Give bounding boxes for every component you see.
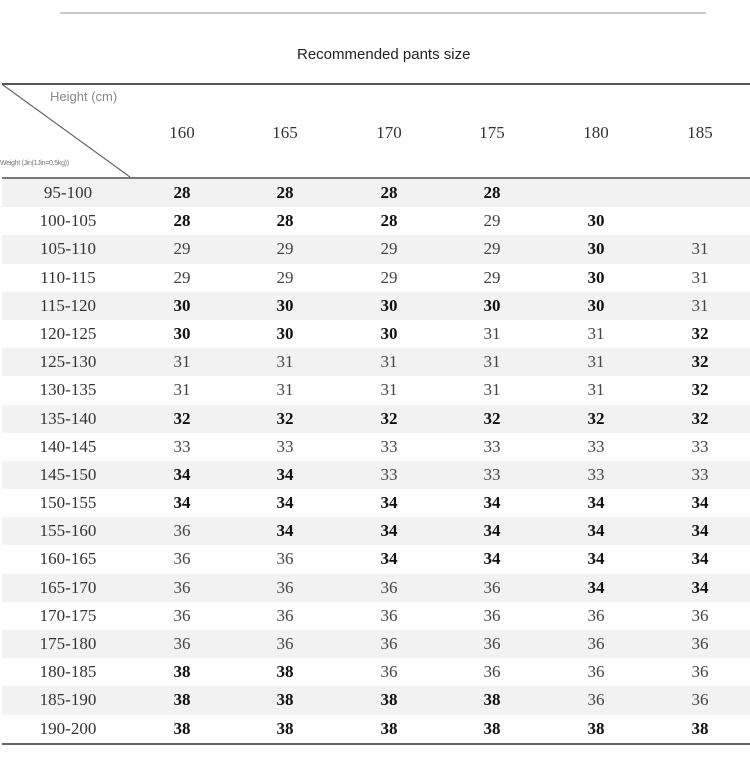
size-cell: 33 xyxy=(587,436,605,456)
size-cell: 38 xyxy=(380,690,398,710)
size-cell: 31 xyxy=(276,352,294,372)
weight-range: 120-125 xyxy=(39,323,97,343)
size-cell: 30 xyxy=(587,295,605,315)
size-cell: 34 xyxy=(483,549,501,569)
size-cell: 36 xyxy=(587,662,605,682)
size-cell: 33 xyxy=(483,436,501,456)
size-cell: 29 xyxy=(276,267,294,287)
size-cell: 36 xyxy=(483,577,501,597)
table-row xyxy=(2,433,750,461)
weight-range: 145-150 xyxy=(39,464,97,484)
weight-range: 180-185 xyxy=(39,662,97,682)
size-cell: 36 xyxy=(276,605,294,625)
weight-range: 100-105 xyxy=(39,211,97,231)
size-cell: 36 xyxy=(173,634,191,653)
size-cell: 36 xyxy=(173,577,191,597)
size-cell: 28 xyxy=(276,211,294,231)
size-cell: 32 xyxy=(276,408,294,428)
table-row xyxy=(2,686,750,714)
table-row xyxy=(2,348,750,376)
table-header xyxy=(0,85,750,178)
size-cell: 32 xyxy=(483,408,501,428)
weight-range: 140-145 xyxy=(39,436,97,456)
size-cell: 30 xyxy=(483,295,501,315)
size-cell: 30 xyxy=(173,295,191,315)
height-column-header: 180 xyxy=(583,123,609,142)
size-cell: 36 xyxy=(276,577,294,597)
table-row xyxy=(2,630,750,658)
size-cell: 34 xyxy=(587,577,605,597)
size-cell: 38 xyxy=(483,690,501,710)
size-cell: 30 xyxy=(380,295,398,315)
size-cell: 32 xyxy=(691,380,709,400)
size-cell: 34 xyxy=(587,493,605,513)
size-cell: 34 xyxy=(483,521,501,541)
size-cell: 31 xyxy=(483,380,501,400)
size-cell: 34 xyxy=(691,549,709,569)
size-cell: 34 xyxy=(173,493,191,513)
size-cell: 36 xyxy=(587,634,605,653)
size-cell: 36 xyxy=(587,690,605,710)
size-cell: 30 xyxy=(276,323,294,343)
weight-range: 175-180 xyxy=(39,634,97,653)
size-cell: 34 xyxy=(587,549,605,569)
table-row xyxy=(2,207,750,235)
size-cell: 28 xyxy=(173,211,191,231)
size-cell: 30 xyxy=(173,323,191,343)
size-cell: 31 xyxy=(483,352,501,372)
weight-range: 190-200 xyxy=(39,718,97,738)
size-cell: 36 xyxy=(691,605,709,625)
chart-title: Recommended pants size xyxy=(297,46,471,63)
size-cell: 31 xyxy=(587,352,605,372)
size-table-body xyxy=(2,179,750,743)
size-cell: 34 xyxy=(380,521,398,541)
table-row xyxy=(2,545,750,573)
size-cell: 32 xyxy=(587,408,605,428)
table-row xyxy=(2,574,750,602)
weight-range: 185-190 xyxy=(39,690,97,710)
size-cell: 31 xyxy=(380,352,398,372)
height-column-header: 160 xyxy=(169,123,195,142)
size-cell: 34 xyxy=(691,493,709,513)
size-cell: 36 xyxy=(691,690,709,710)
table-row xyxy=(2,715,750,743)
table-row xyxy=(2,461,750,489)
size-cell: 33 xyxy=(380,464,398,484)
table-row xyxy=(2,489,750,517)
size-cell: 30 xyxy=(587,239,605,259)
size-cell: 38 xyxy=(691,718,709,738)
size-cell: 38 xyxy=(173,718,191,738)
weight-range: 155-160 xyxy=(39,521,97,541)
size-cell: 30 xyxy=(276,295,294,315)
size-cell: 38 xyxy=(173,662,191,682)
size-cell: 34 xyxy=(691,577,709,597)
size-cell: 34 xyxy=(276,521,294,541)
size-cell: 29 xyxy=(380,239,398,259)
size-cell: 36 xyxy=(380,662,398,682)
table-row xyxy=(2,602,750,630)
size-cell: 38 xyxy=(483,718,501,738)
size-cell: 33 xyxy=(173,436,191,456)
size-cell: 36 xyxy=(380,634,398,653)
size-cell: 29 xyxy=(380,267,398,287)
size-cell: 29 xyxy=(173,267,191,287)
size-cell: 36 xyxy=(276,549,294,569)
size-cell: 29 xyxy=(276,239,294,259)
size-cell: 34 xyxy=(691,521,709,541)
size-cell: 38 xyxy=(276,662,294,682)
size-cell: 33 xyxy=(691,464,709,484)
size-cell: 28 xyxy=(483,183,501,202)
height-column-header: 185 xyxy=(687,123,713,142)
weight-range: 130-135 xyxy=(39,380,97,400)
size-cell: 36 xyxy=(483,634,501,653)
size-cell: 31 xyxy=(173,380,191,400)
height-column-header: 170 xyxy=(376,123,402,142)
size-cell: 28 xyxy=(380,183,398,202)
size-cell: 36 xyxy=(276,634,294,653)
weight-range: 115-120 xyxy=(39,295,97,315)
size-cell: 29 xyxy=(483,211,501,231)
size-cell: 33 xyxy=(587,464,605,484)
size-cell: 34 xyxy=(380,549,398,569)
table-row xyxy=(2,376,750,404)
size-cell: 38 xyxy=(276,690,294,710)
size-cell: 32 xyxy=(380,408,398,428)
table-row xyxy=(2,179,750,207)
size-cell: 31 xyxy=(691,239,709,259)
table-row xyxy=(2,264,750,292)
size-cell: 34 xyxy=(587,521,605,541)
size-cell: 31 xyxy=(276,380,294,400)
size-cell: 33 xyxy=(380,436,398,456)
size-cell: 31 xyxy=(587,380,605,400)
size-cell: 34 xyxy=(276,493,294,513)
size-cell: 38 xyxy=(173,690,191,710)
size-cell: 36 xyxy=(173,521,191,541)
table-row xyxy=(2,517,750,545)
size-cell: 29 xyxy=(173,239,191,259)
size-cell: 36 xyxy=(380,605,398,625)
table-row xyxy=(2,658,750,686)
size-cell: 28 xyxy=(276,183,294,202)
size-cell: 29 xyxy=(483,239,501,259)
weight-range: 170-175 xyxy=(39,605,97,625)
size-cell: 36 xyxy=(691,634,709,653)
size-cell: 34 xyxy=(483,493,501,513)
table-row xyxy=(2,292,750,320)
size-cell: 31 xyxy=(173,352,191,372)
size-cell: 32 xyxy=(173,408,191,428)
size-cell: 38 xyxy=(276,718,294,738)
size-cell: 30 xyxy=(380,323,398,343)
size-cell: 34 xyxy=(276,464,294,484)
weight-range: 150-155 xyxy=(39,493,97,513)
weight-range: 105-110 xyxy=(39,239,97,259)
height-column-header: 175 xyxy=(479,123,505,142)
size-cell: 38 xyxy=(587,718,605,738)
weight-axis-label: Weight (Jin(1Jin=0.5kg)) xyxy=(0,160,69,167)
size-cell: 30 xyxy=(587,267,605,287)
size-cell: 33 xyxy=(483,464,501,484)
size-cell: 32 xyxy=(691,408,709,428)
size-cell: 28 xyxy=(173,183,191,202)
weight-range: 125-130 xyxy=(39,352,97,372)
top-divider xyxy=(60,12,706,14)
size-cell: 31 xyxy=(691,295,709,315)
table-row xyxy=(2,235,750,263)
size-cell: 31 xyxy=(483,323,501,343)
size-cell: 31 xyxy=(691,267,709,287)
weight-range: 165-170 xyxy=(39,577,97,597)
size-cell: 36 xyxy=(691,662,709,682)
size-cell: 31 xyxy=(587,323,605,343)
weight-range: 95-100 xyxy=(43,183,93,202)
size-cell: 33 xyxy=(691,436,709,456)
height-column-header: 165 xyxy=(272,123,298,142)
size-cell: 29 xyxy=(483,267,501,287)
height-axis-label: Height (cm) xyxy=(50,89,118,104)
size-cell: 34 xyxy=(173,464,191,484)
size-cell: 32 xyxy=(691,352,709,372)
size-cell: 38 xyxy=(380,718,398,738)
table-row xyxy=(2,320,750,348)
size-cell: 36 xyxy=(483,662,501,682)
size-cell: 32 xyxy=(691,323,709,343)
size-cell: 36 xyxy=(587,605,605,625)
size-cell: 30 xyxy=(587,211,605,231)
table-bottom-border xyxy=(2,743,750,745)
size-cell: 36 xyxy=(483,605,501,625)
size-cell: 28 xyxy=(380,211,398,231)
size-cell: 31 xyxy=(380,380,398,400)
weight-range: 160-165 xyxy=(39,549,97,569)
size-cell: 36 xyxy=(380,577,398,597)
weight-range: 135-140 xyxy=(39,408,97,428)
weight-range: 110-115 xyxy=(40,267,96,287)
size-cell: 36 xyxy=(173,549,191,569)
size-cell: 34 xyxy=(380,493,398,513)
size-cell: 33 xyxy=(276,436,294,456)
size-cell: 36 xyxy=(173,605,191,625)
table-row xyxy=(2,405,750,433)
